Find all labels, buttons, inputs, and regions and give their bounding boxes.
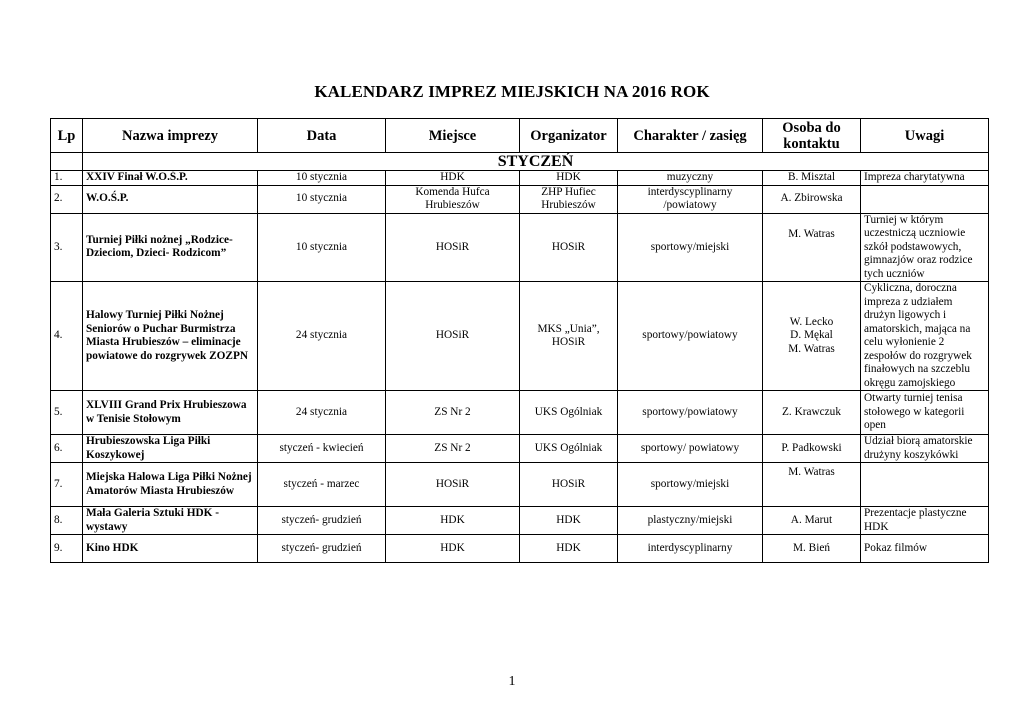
cell-name: Kino HDK xyxy=(83,535,258,563)
cell-contact: M. Watras xyxy=(763,213,861,282)
cell-place: ZS Nr 2 xyxy=(386,435,520,463)
table-row xyxy=(51,282,989,391)
table-row xyxy=(51,435,989,463)
cell-organizer: HOSiR xyxy=(520,463,618,507)
column-header-date: Data xyxy=(258,119,386,153)
table-row xyxy=(51,171,989,186)
cell-character: sportowy/miejski xyxy=(618,213,763,282)
column-header-lp: Lp xyxy=(51,119,83,153)
cell-character: interdyscyplinarny /powiatowy xyxy=(618,185,763,213)
month-label: STYCZEŃ xyxy=(83,153,989,171)
cell-name: Hrubieszowska Liga Piłki Koszykowej xyxy=(83,435,258,463)
cell-lp: 9. xyxy=(51,535,83,563)
cell-date: 10 stycznia xyxy=(258,213,386,282)
table-row xyxy=(51,463,989,507)
cell-notes xyxy=(861,185,989,213)
cell-lp: 1. xyxy=(51,171,83,186)
cell-date: styczeń- grudzień xyxy=(258,535,386,563)
contact-person: M. Watras xyxy=(788,342,835,355)
contact-person: D. Mękal xyxy=(790,329,833,342)
column-header-contact: Osoba do kontaktu xyxy=(763,119,861,153)
table-row xyxy=(51,185,989,213)
cell-date: 10 stycznia xyxy=(258,185,386,213)
cell-contact: M. Bień xyxy=(763,535,861,563)
cell-contact: B. Misztal xyxy=(763,171,861,186)
cell-notes xyxy=(861,463,989,507)
cell-organizer: HDK xyxy=(520,507,618,535)
cell-organizer: UKS Ogólniak xyxy=(520,391,618,435)
cell-character: plastyczny/miejski xyxy=(618,507,763,535)
header-row xyxy=(51,119,989,153)
cell-date: styczeń - kwiecień xyxy=(258,435,386,463)
cell-date: 24 stycznia xyxy=(258,391,386,435)
cell-notes: Udział biorą amatorskie drużyny koszykówki xyxy=(861,435,989,463)
cell-name: XLVIII Grand Prix Hrubieszowa w Tenisie Stołowym xyxy=(83,391,258,435)
column-header-name: Nazwa imprezy xyxy=(83,119,258,153)
cell-lp: 4. xyxy=(51,282,83,391)
cell-organizer: UKS Ogólniak xyxy=(520,435,618,463)
table-row xyxy=(51,213,989,282)
cell-contact: P. Padkowski xyxy=(763,435,861,463)
page-number: 1 xyxy=(508,674,516,689)
cell-lp: 8. xyxy=(51,507,83,535)
contact-person: W. Lecko xyxy=(789,315,834,328)
cell-name: XXIV Finał W.O.Ś.P. xyxy=(83,171,258,186)
cell-notes: Impreza charytatywna xyxy=(861,171,989,186)
cell-name: Mała Galeria Sztuki HDK - wystawy xyxy=(83,507,258,535)
cell-place: HOSiR xyxy=(386,282,520,391)
page-title: KALENDARZ IMPREZ MIEJSKICH NA 2016 ROK xyxy=(314,82,710,101)
cell-place: ZS Nr 2 xyxy=(386,391,520,435)
cell-place: HOSiR xyxy=(386,213,520,282)
cell-character: sportowy/powiatowy xyxy=(618,391,763,435)
cell-lp: 7. xyxy=(51,463,83,507)
cell-lp: 2. xyxy=(51,185,83,213)
cell-character: interdyscyplinarny xyxy=(618,535,763,563)
cell-place: HDK xyxy=(386,507,520,535)
cell-date: 24 stycznia xyxy=(258,282,386,391)
cell-name: Turniej Piłki nożnej „Rodzice- Dzieciom, Dzieci- Rodzicom” xyxy=(83,213,258,282)
cell-organizer: HOSiR xyxy=(520,213,618,282)
cell-contact: M. Watras xyxy=(763,463,861,507)
cell-place: Komenda Hufca Hrubieszów xyxy=(386,185,520,213)
column-header-notes: Uwagi xyxy=(861,119,989,153)
cell-notes: Prezentacje plastyczne HDK xyxy=(861,507,989,535)
cell-notes: Cykliczna, doroczna impreza z udziałem drużyn ligowych i amatorskich, mająca na celu wyłonienie 2 zespołów do rozgrywek finałowych na szczeblu okręgu zamojskiego xyxy=(861,282,989,391)
events-calendar-table xyxy=(50,118,989,563)
cell-name: W.O.Ś.P. xyxy=(83,185,258,213)
cell-lp: 6. xyxy=(51,435,83,463)
cell-lp: 3. xyxy=(51,213,83,282)
cell-contact: Z. Krawczuk xyxy=(763,391,861,435)
cell-organizer: HDK xyxy=(520,171,618,186)
cell-contact: A. Zbirowska xyxy=(763,185,861,213)
table-row xyxy=(51,391,989,435)
cell-character: muzyczny xyxy=(618,171,763,186)
cell-character: sportowy/miejski xyxy=(618,463,763,507)
cell-contact: A. Marut xyxy=(763,507,861,535)
cell-date: 10 stycznia xyxy=(258,171,386,186)
cell-name: Halowy Turniej Piłki Nożnej Seniorów o Puchar Burmistrza Miasta Hrubieszów – eliminacje powiatowe do rozgrywek ZOZPN xyxy=(83,282,258,391)
cell-notes: Turniej w którym uczestniczą uczniowie szkół podstawowych, gimnazjów oraz rodzice tych uczniów xyxy=(861,213,989,282)
cell-character: sportowy/ powiatowy xyxy=(618,435,763,463)
cell-date: styczeń- grudzień xyxy=(258,507,386,535)
cell-name: Miejska Halowa Liga Piłki Nożnej Amatorów Miasta Hrubieszów xyxy=(83,463,258,507)
cell-place: HDK xyxy=(386,171,520,186)
cell-date: styczeń - marzec xyxy=(258,463,386,507)
cell-organizer: MKS „Unia”, HOSiR xyxy=(520,282,618,391)
cell-lp: 5. xyxy=(51,391,83,435)
table-row xyxy=(51,507,989,535)
cell-organizer: HDK xyxy=(520,535,618,563)
cell-place: HOSiR xyxy=(386,463,520,507)
cell-notes: Pokaz filmów xyxy=(861,535,989,563)
cell-place: HDK xyxy=(386,535,520,563)
cell-character: sportowy/powiatowy xyxy=(618,282,763,391)
column-header-organizer: Organizator xyxy=(520,119,618,153)
column-header-place: Miejsce xyxy=(386,119,520,153)
cell-notes: Otwarty turniej tenisa stołowego w kategorii open xyxy=(861,391,989,435)
column-header-character: Charakter / zasięg xyxy=(618,119,763,153)
month-row xyxy=(51,153,989,171)
cell-organizer: ZHP Hufiec Hrubieszów xyxy=(520,185,618,213)
cell-contact xyxy=(763,282,861,391)
month-row-spacer xyxy=(51,153,83,171)
table-row xyxy=(51,535,989,563)
